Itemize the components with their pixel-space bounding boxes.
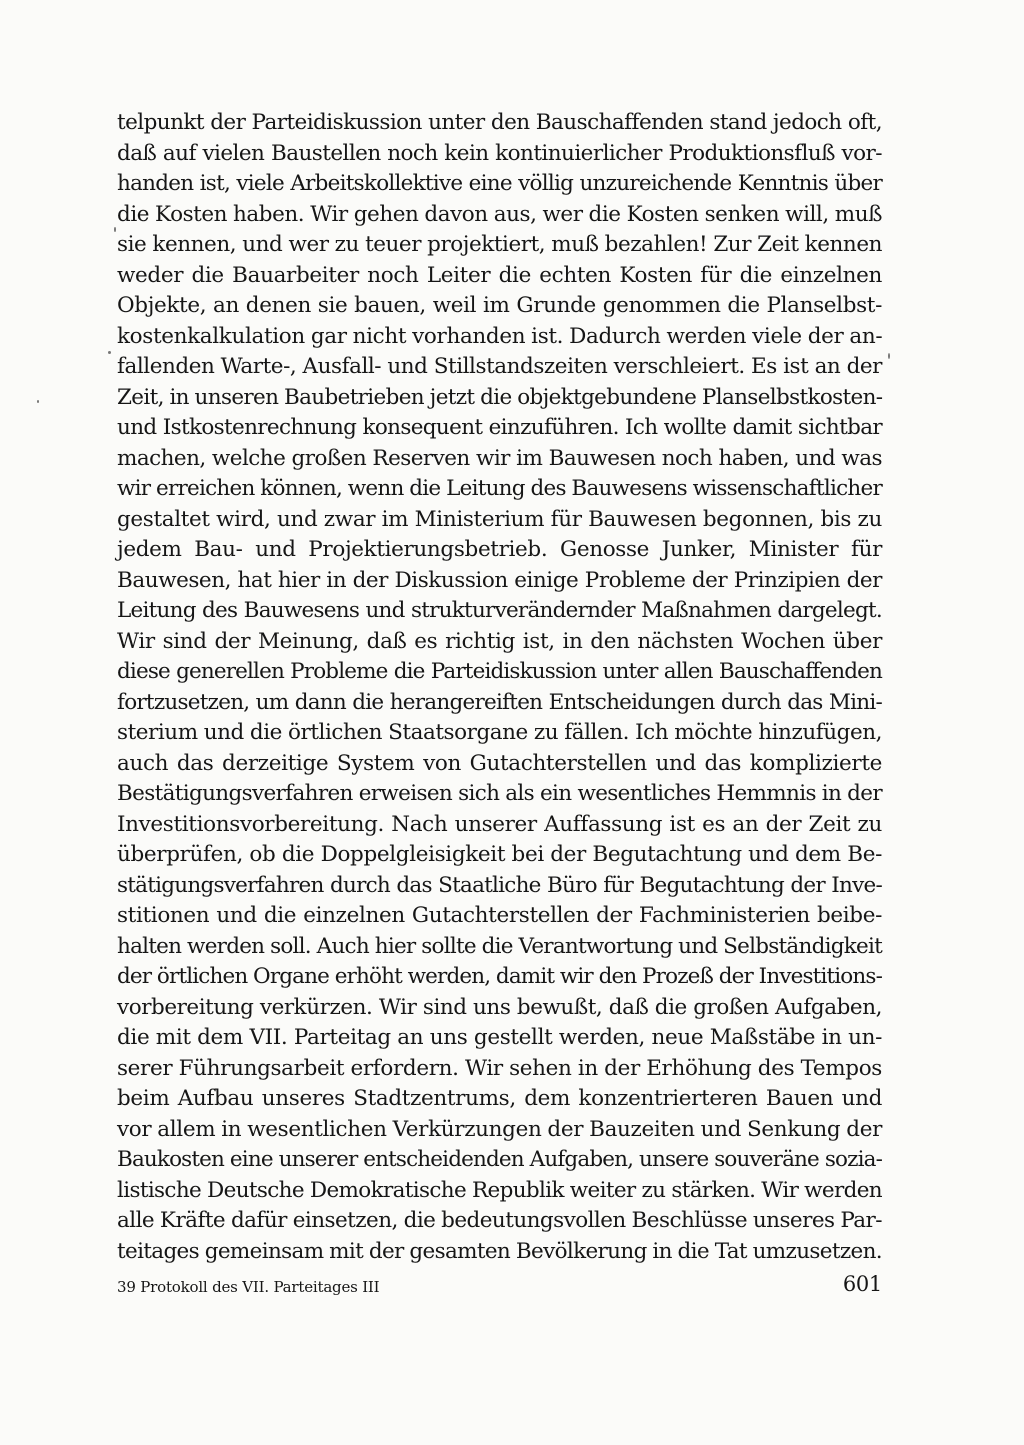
text-line: alle Kräfte dafür einsetzen, die bedeutungsvollen Beschlüsse unseres Par- [117,1208,882,1233]
text-line: die mit dem VII. Parteitag an uns gestellt werden, neue Maßstäbe in un- [117,1025,882,1050]
text-line: serer Führungsarbeit erfordern. Wir sehen in der Erhöhung des Tempos [117,1055,882,1081]
text-line: sterium und die örtlichen Staatsorgane zu fällen. Ich möchte hinzufügen, [117,720,882,745]
footnote-signature: 39 Protokoll des VII. Parteitages III [117,1278,380,1296]
text-line: Investitionsvorbereitung. Nach unserer Auffassung ist es an der Zeit zu [117,811,882,837]
text-line: telpunkt der Parteidiskussion unter den Bauschaffenden stand jedoch oft, [117,110,882,135]
text-line: wir erreichen können, wenn die Leitung des Bauwesens wissenschaftlicher [117,476,882,501]
text-line: stätigungsverfahren durch das Staatliche Büro für Begutachtung der Inve- [117,872,882,898]
text-line: machen, welche großen Reserven wir im Bauwesen noch haben, und was [117,445,882,471]
text-line: jedem Bau- und Projektierungsbetrieb. Genosse Junker, Minister für [117,537,882,562]
text-line: fallenden Warte-, Ausfall- und Stillstandszeiten verschleiert. Es ist an der [117,354,882,379]
scan-speck [37,400,39,403]
text-line: weder die Bauarbeiter noch Leiter die echten Kosten für die einzelnen [117,262,882,288]
text-line: Wir sind der Meinung, daß es richtig ist, in den nächsten Wochen über [117,628,882,654]
text-line: Leitung des Bauwesens und strukturverändernder Maßnahmen dargelegt. [117,598,882,623]
text-line: vor allem in wesentlichen Verkürzungen der Bauzeiten und Senkung der [117,1116,882,1142]
scan-speck [888,353,890,359]
text-line: stitionen und die einzelnen Gutachterstellen der Fachministerien beibe- [117,903,882,928]
text-line: sie kennen, und wer zu teuer projektiert, muß bezahlen! Zur Zeit kennen [117,232,882,257]
text-line: handen ist, viele Arbeitskollektive eine völlig unzureichende Kenntnis über [117,171,882,196]
scan-speck [114,227,116,232]
text-line: Baukosten eine unserer entscheidenden Aufgaben, unsere souveräne sozia- [117,1147,882,1172]
text-line: vorbereitung verkürzen. Wir sind uns bewußt, daß die großen Aufgaben, [117,994,882,1020]
text-line: listische Deutsche Demokratische Republik weiter zu stärken. Wir werden [117,1177,882,1203]
text-line: auch das derzeitige System von Gutachterstellen und das komplizierte [117,750,882,776]
text-line: Zeit, in unseren Baubetrieben jetzt die objektgebundene Planselbstkosten- [117,384,883,410]
page-number: 601 [842,1272,882,1296]
text-line: gestaltet wird, und zwar im Ministerium für Bauwesen begonnen, bis zu [117,506,882,532]
text-line: halten werden soll. Auch hier sollte die Verantwortung und Selbständigkeit [117,933,882,959]
text-line: Bauwesen, hat hier in der Diskussion einige Probleme der Prinzipien der [117,567,882,593]
text-line: überprüfen, ob die Doppelgleisigkeit bei der Begutachtung und dem Be- [117,842,882,867]
text-line: die Kosten haben. Wir gehen davon aus, wer die Kosten senken will, muß [117,201,882,227]
text-line: diese generellen Probleme die Parteidiskussion unter allen Bauschaffenden [117,659,882,684]
text-line: fortzusetzen, um dann die herangereiften Entscheidungen durch das Mini- [117,689,882,715]
text-line: kostenkalkulation gar nicht vorhanden ist. Dadurch werden viele der an- [117,323,883,349]
text-line: der örtlichen Organe erhöht werden, damit wir den Prozeß der Investitions- [117,964,882,989]
text-line: teitages gemeinsam mit der gesamten Bevölkerung in die Tat umzusetzen. [117,1238,882,1264]
text-line: beim Aufbau unseres Stadtzentrums, dem konzentrierteren Bauen und [117,1086,882,1111]
scan-speck [108,351,111,354]
body-text [117,108,882,1267]
text-line: und Istkostenrechnung konsequent einzuführen. Ich wollte damit sichtbar [117,415,882,440]
text-line: Objekte, an denen sie bauen, weil im Grunde genommen die Planselbst- [117,293,882,318]
page-footer [117,1272,882,1306]
text-line: daß auf vielen Baustellen noch kein kontinuierlicher Produktionsfluß vor- [117,140,882,166]
text-line: Bestätigungsverfahren erweisen sich als ein wesentliches Hemmnis in der [117,781,882,806]
